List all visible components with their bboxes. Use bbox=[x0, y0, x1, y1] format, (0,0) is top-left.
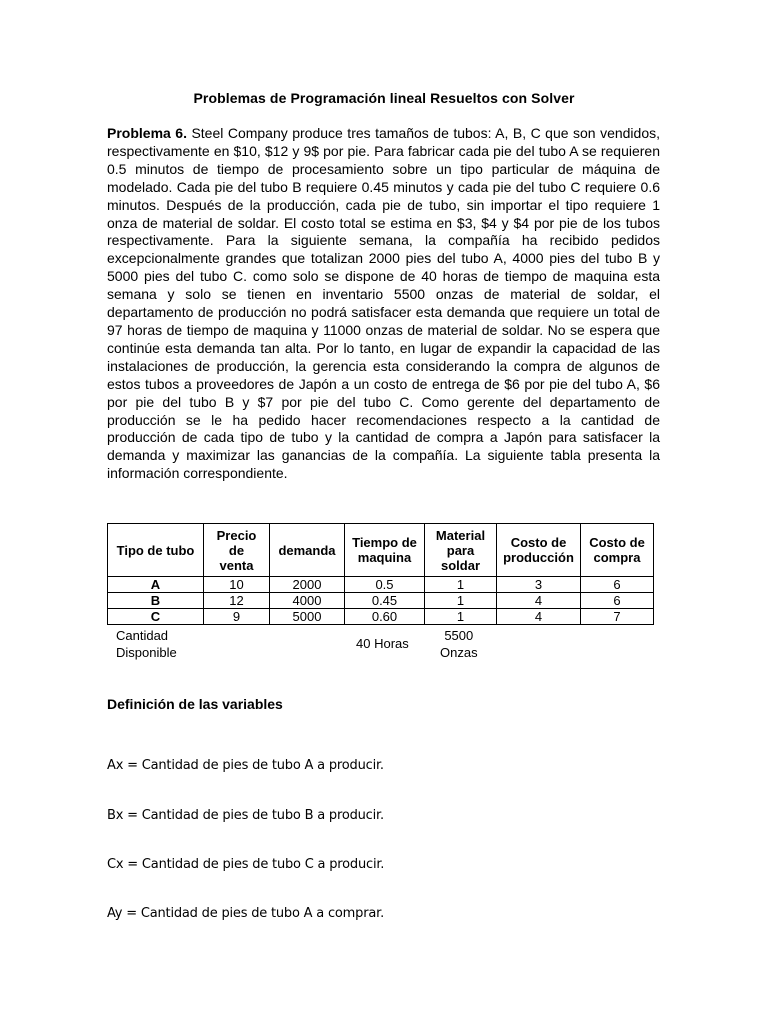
table-cell: 1 bbox=[425, 593, 497, 609]
table-cell: 9 bbox=[204, 609, 270, 625]
table-cell: 4 bbox=[497, 609, 581, 625]
header-demanda: demanda bbox=[270, 524, 345, 577]
footer-solder-available: 5500 Onzas bbox=[440, 628, 478, 660]
table-cell: 6 bbox=[581, 593, 654, 609]
table-cell: 12 bbox=[204, 593, 270, 609]
variables-section-title: Definición de las variables bbox=[107, 696, 283, 712]
table-cell: B bbox=[108, 593, 204, 609]
table-cell: 4 bbox=[497, 593, 581, 609]
header-tipo-de-tubo: Tipo de tubo bbox=[108, 524, 204, 577]
problem-statement bbox=[107, 125, 660, 483]
table-cell: 3 bbox=[497, 577, 581, 593]
table-header-row bbox=[108, 524, 654, 577]
data-table bbox=[107, 523, 654, 625]
table-cell: 1 bbox=[425, 609, 497, 625]
table-cell: C bbox=[108, 609, 204, 625]
table-row bbox=[108, 609, 654, 625]
table-cell: 2000 bbox=[270, 577, 345, 593]
table-cell: 6 bbox=[581, 577, 654, 593]
variable-definition: Ay = Cantidad de pies de tubo A a comprar. bbox=[107, 906, 384, 921]
footer-machine-time: 40 Horas bbox=[356, 636, 409, 651]
table-cell: 7 bbox=[581, 609, 654, 625]
table-cell: A bbox=[108, 577, 204, 593]
footer-available-label: Cantidad Disponible bbox=[116, 628, 177, 660]
variable-definition: Bx = Cantidad de pies de tubo B a producir. bbox=[107, 808, 384, 823]
table-cell: 5000 bbox=[270, 609, 345, 625]
problem-label: Problema 6. bbox=[107, 125, 187, 141]
header-costo-de-compra: Costo de compra bbox=[581, 524, 654, 577]
header-precio-de-venta: Precio de venta bbox=[204, 524, 270, 577]
table-row bbox=[108, 577, 654, 593]
table-cell: 1 bbox=[425, 577, 497, 593]
table-cell: 0.45 bbox=[345, 593, 425, 609]
table-cell: 10 bbox=[204, 577, 270, 593]
table-cell: 0.5 bbox=[345, 577, 425, 593]
problem-text: Steel Company produce tres tamaños de tubos: A, B, C que son vendidos, respectivamente en $10, $12 y 9$ por pie. Para fabricar cada pie del tubo A se requieren 0.5 minutos de tiempo de procesamiento sobre un tipo particular de máquina de modelado. Cada pie del tubo B requiere 0.45 minutos y cada pie del tubo C requiere 0.6 minutos. Después de la producción, cada pie de tubo, sin importar el tipo requiere 1 onza de material de soldar. El costo total se estima en $3, $4 y $4 por pie de los tubos respectivamente. Para la siguiente semana, la compañía ha recibido pedidos excepcionalmente grandes que totalizan 2000 pies del tubo A, 4000 pies del tubo B y 5000 pies del tubo C. como solo se dispone de 40 horas de tiempo de maquina esta semana y solo se tienen en inventario 5500 onzas de material de soldar, el departamento de producción no podrá satisfacer esta demanda que requiere un total de 97 horas de tiempo de maquina y 11000 onzas de material de soldar. No se espera que continúe esta demanda tan alta. Por lo tanto, en lugar de expandir la capacidad de las instalaciones de producción, la gerencia esta considerando la compra de algunos de estos tubos a proveedores de Japón a un costo de entrega de $6 por pie del tubo A, $6 por pie del tubo B y $7 por pie del tubo C. Como gerente del departamento de producción se le ha pedido hacer recomendaciones respecto a la cantidad de producción de cada tipo de tubo y la cantidad de compra a Japón para satisfacer la demanda y maximizar las ganancias de la compañía. La siguiente tabla presenta la información correspondiente. bbox=[107, 125, 660, 482]
table-cell: 0.60 bbox=[345, 609, 425, 625]
header-tiempo-de-maquina: Tiempo de maquina bbox=[345, 524, 425, 577]
variable-definition: Cx = Cantidad de pies de tubo C a producir. bbox=[107, 857, 385, 872]
table-cell: 4000 bbox=[270, 593, 345, 609]
table-row bbox=[108, 593, 654, 609]
document-title: Problemas de Programación lineal Resueltos con Solver bbox=[193, 90, 575, 106]
variable-definition: Ax = Cantidad de pies de tubo A a producir. bbox=[107, 758, 384, 773]
header-costo-de-produccion: Costo de producción bbox=[497, 524, 581, 577]
header-material-para-soldar: Material para soldar bbox=[425, 524, 497, 577]
